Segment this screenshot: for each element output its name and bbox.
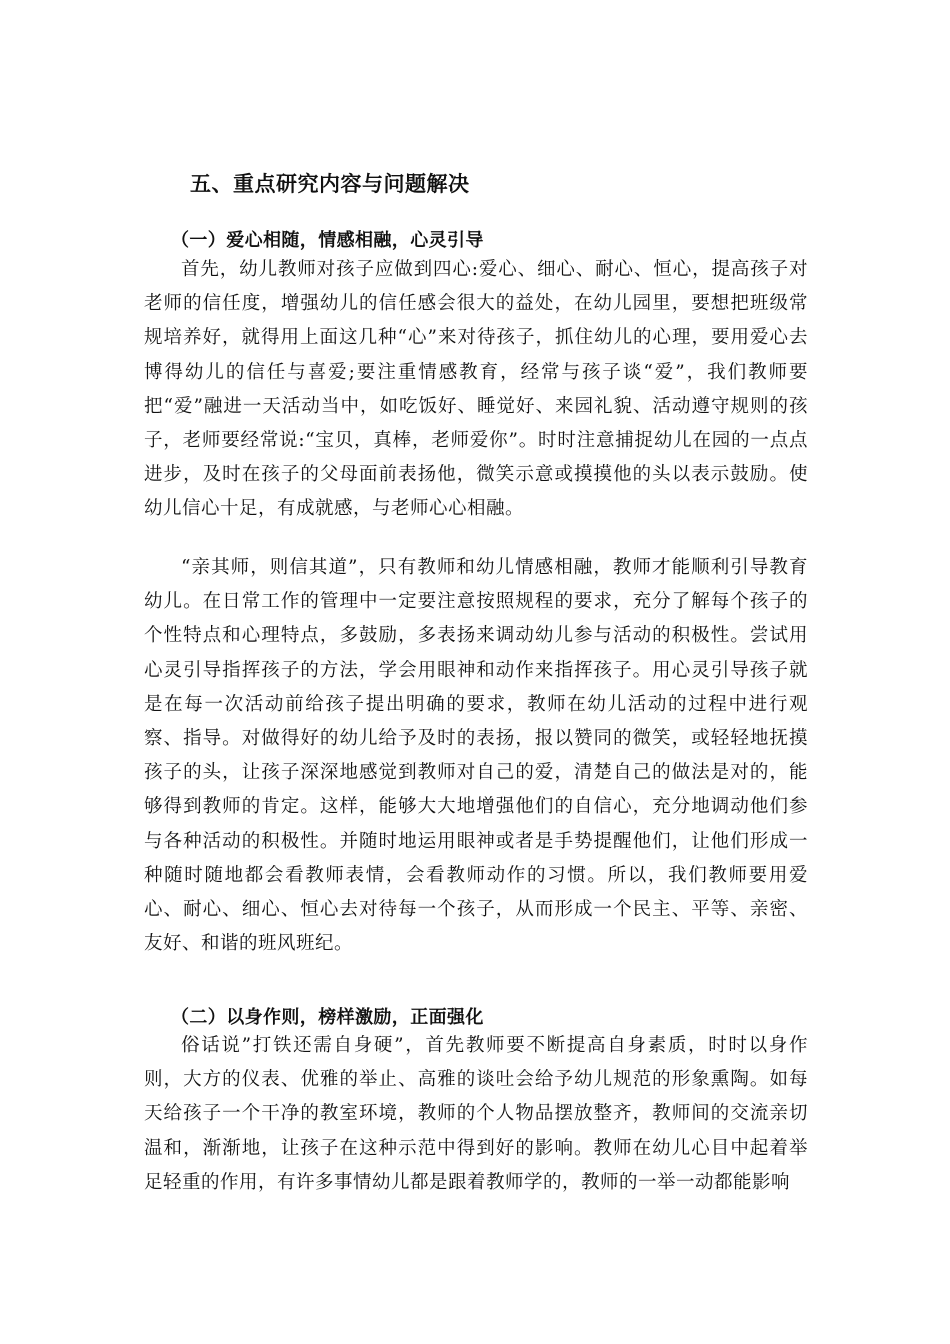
- paragraph: 首先，幼儿教师对孩子应做到四心:爱心、细心、耐心、恒心，提高孩子对老师的信任度，增强幼儿的信任感会很大的益处，在幼儿园里，要想把班级常规培养好，就得用上面这几种“心”来对待孩子，抓住幼儿的心理，要用爱心去博得幼儿的信任与喜爱;要注重情感教育，经常与孩子谈“爱”，我们教师要把“爱”融进一天活动当中，如吃饭好、睡觉好、来园礼貌、活动遵守规则的孩子，老师要经常说:“宝贝，真棒，老师爱你”。时时注意捕捉幼儿在园的一点点进步，及时在孩子的父母面前表扬他，微笑示意或摸摸他的头以表示鼓励。使幼儿信心十足，有成就感，与老师心心相融。: [144, 259, 808, 520]
- paragraph: “亲其师，则信其道”，只有教师和幼儿情感相融，教师才能顺利引导教育幼儿。在日常工作的管理中一定要注意按照规程的要求，充分了解每个孩子的个性特点和心理特点，多鼓励，多表扬来调动幼儿参与活动的积极性。尝试用心灵引导指挥孩子的方法，学会用眼神和动作来指挥孩子。用心灵引导孩子就是在每一次活动前给孩子提出明确的要求，教师在幼儿活动的过程中进行观察、指导。对做得好的幼儿给予及时的表扬，报以赞同的微笑，或轻轻地抚摸孩子的头，让孩子深深地感觉到教师对自己的爱，清楚自己的做法是对的，能够得到教师的肯定。这样，能够大大地增强他们的自信心，充分地调动他们参与各种活动的积极性。并随时地运用眼神或者是手势提醒他们，让他们形成一种随时随地都会看教师表情，会看教师动作的习惯。所以，我们教师要用爱心、耐心、细心、恒心去对待每一个孩子，从而形成一个民主、平等、亲密、友好、和谐的班风班纪。: [144, 557, 808, 955]
- section-title: 五、重点研究内容与问题解决: [190, 171, 470, 196]
- paragraph: 俗话说”打铁还需自身硬”，首先教师要不断提高自身素质，时时以身作则，大方的仪表、优雅的举止、高雅的谈吐会给予幼儿规范的形象熏陶。如每天给孩子一个干净的教室环境，教师的个人物品摆放整齐，教师间的交流亲切温和，渐渐地，让孩子在这种示范中得到好的影响。教师在幼儿心目中起着举足轻重的作用，有许多事情幼儿都是跟着教师学的，教师的一举一动都能影响: [144, 1035, 808, 1193]
- subsection-title-2: （二）以身作则，榜样激励，正面强化: [171, 1007, 484, 1028]
- subsection-title-1: （一）爱心相随，情感相融，心灵引导: [171, 230, 484, 251]
